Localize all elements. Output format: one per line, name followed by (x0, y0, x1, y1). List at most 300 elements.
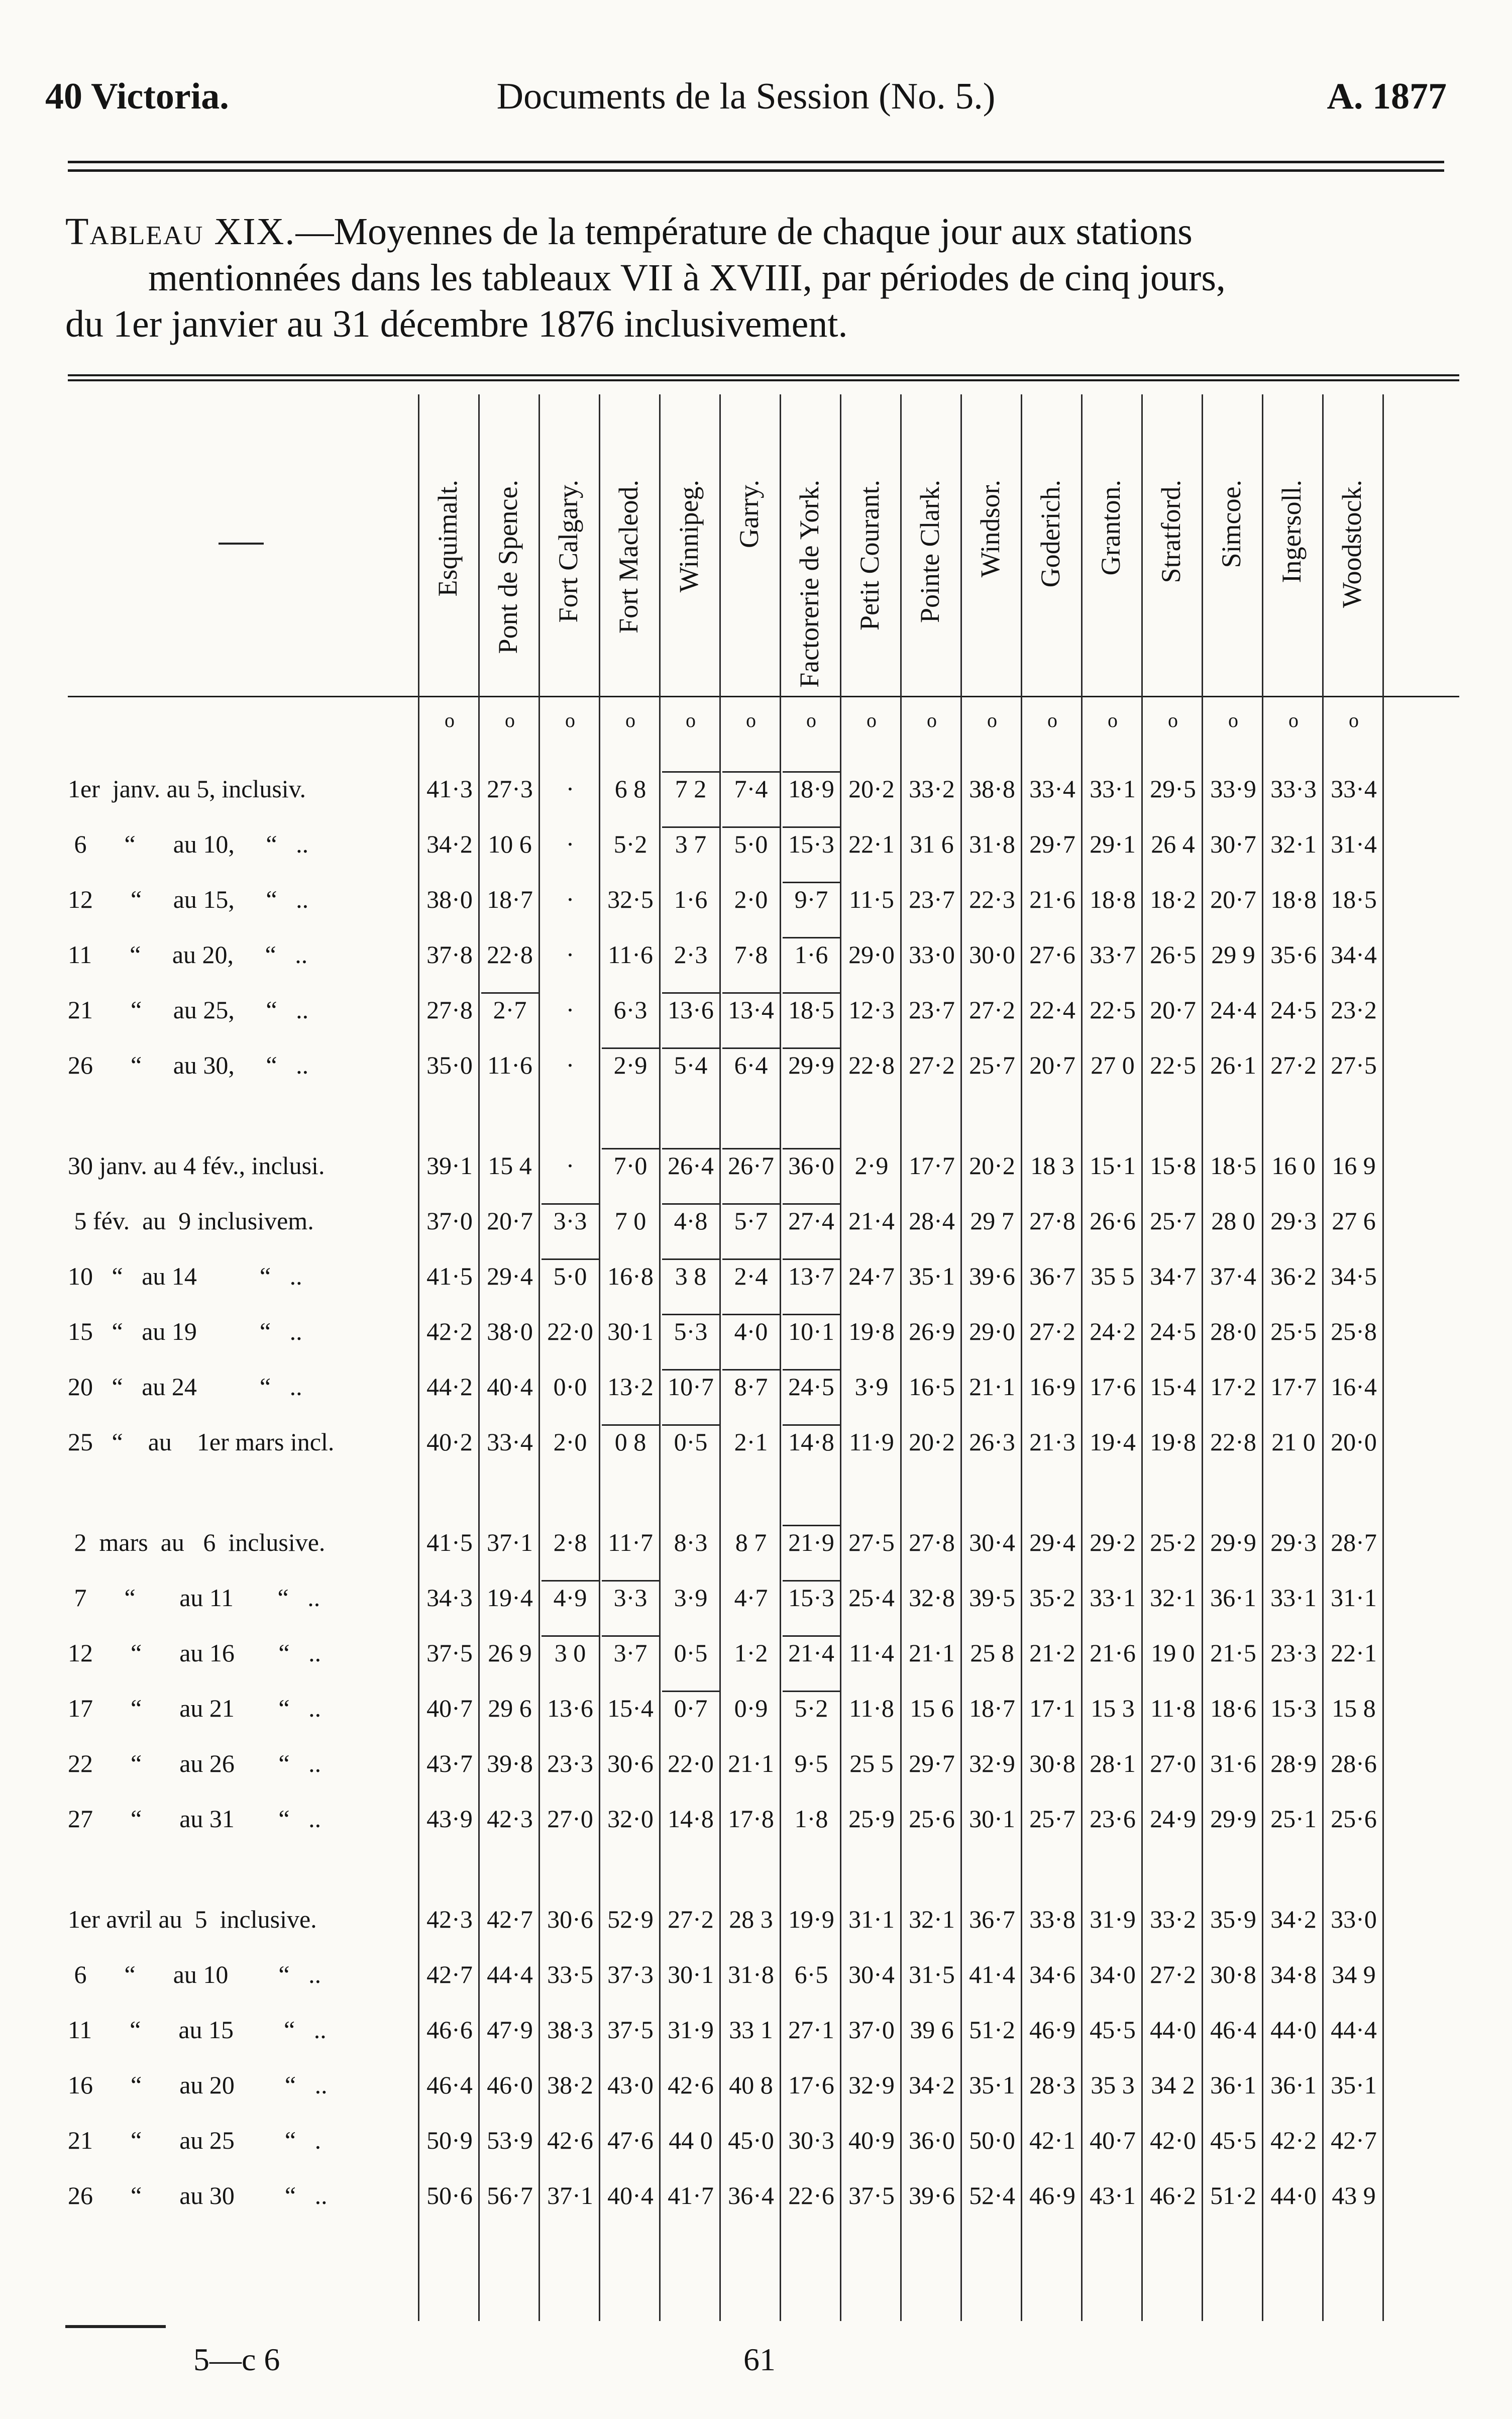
row-period-label: 2 mars au 6 inclusive. (68, 1528, 326, 1556)
station-name: Simcoe. (1216, 480, 1246, 568)
temperature-cell: 21·9 (783, 1525, 840, 1561)
row-period-label: 20 “ au 24 “ .. (68, 1373, 302, 1401)
temperature-cell: 45·0 (728, 2126, 774, 2154)
temperature-cell: 34·4 (1331, 940, 1377, 969)
temperature-cell: 18·8 (1270, 885, 1317, 913)
degree-symbol: o (565, 709, 575, 731)
temperature-cell: 18·2 (1150, 885, 1196, 913)
temperature-cell: 42·7 (1331, 2126, 1377, 2154)
temperature-cell: 12·3 (848, 996, 895, 1024)
temperature-cell: 25·6 (909, 1805, 955, 1833)
temperature-cell: 27·2 (668, 1905, 714, 1933)
temperature-cell: 33·9 (1210, 775, 1256, 803)
degree-symbol: o (746, 709, 756, 731)
station-name: Stratford. (1156, 480, 1186, 583)
temperature-cell: 23·3 (1270, 1639, 1317, 1667)
temperature-cell: 11·6 (608, 940, 653, 969)
temperature-cell: 29 7 (970, 1207, 1014, 1235)
temperature-cell: 24·9 (1150, 1805, 1196, 1833)
temperature-cell: 2·4 (722, 1258, 780, 1295)
temperature-cell: 27·3 (487, 775, 533, 803)
temperature-cell: 26·9 (909, 1317, 955, 1345)
temperature-cell: 43·9 (426, 1805, 473, 1833)
temperature-cell: · (566, 1051, 575, 1079)
temperature-cell: 28 0 (1211, 1207, 1255, 1235)
temperature-cell: 30·8 (1210, 1960, 1256, 1988)
temperature-cell: 43·0 (607, 2071, 654, 2099)
temperature-cell: 6·3 (613, 996, 647, 1024)
table-title-line-1: —Moyennes de la température de chaque jour aux stations (295, 211, 1193, 253)
temperature-cell: 38·8 (969, 775, 1015, 803)
temperature-cell: 46·9 (1029, 2016, 1075, 2044)
degree-symbol: o (445, 709, 455, 731)
temperature-cell: 17·7 (909, 1151, 955, 1180)
temperature-cell: 42·6 (547, 2126, 593, 2154)
temperature-cell: 28·0 (1210, 1317, 1256, 1345)
temperature-cell: 25·5 (1270, 1317, 1317, 1345)
temperature-cell: 30·4 (848, 1960, 895, 1988)
temperature-cell: 21·6 (1029, 885, 1075, 913)
temperature-cell: 1·8 (794, 1805, 828, 1833)
temperature-cell: 34·6 (1029, 1960, 1075, 1988)
temperature-cell: 31 6 (910, 830, 954, 858)
column-divider (1262, 394, 1263, 2321)
temperature-cell: 5·0 (722, 826, 780, 863)
header-year-regnal: 40 Victoria. (45, 76, 229, 117)
temperature-cell: 5·4 (662, 1047, 719, 1084)
column-divider (1081, 394, 1083, 2321)
temperature-cell: 32·1 (1150, 1584, 1196, 1612)
temperature-cell: 27 0 (1091, 1051, 1135, 1079)
temperature-cell: 15·3 (783, 1580, 840, 1617)
temperature-cell: 47·6 (607, 2126, 654, 2154)
temperature-cell: 6 8 (614, 775, 646, 803)
temperature-cell: 22·4 (1029, 996, 1075, 1024)
footer-signature: 5—c 6 (193, 2342, 280, 2377)
temperature-cell: 43·7 (426, 1749, 473, 1777)
temperature-cell: 32·8 (909, 1584, 955, 1612)
temperature-cell: 30·1 (668, 1960, 714, 1988)
temperature-cell: 28·4 (909, 1207, 955, 1235)
temperature-cell: 18·8 (1090, 885, 1136, 913)
temperature-cell: 46·9 (1029, 2181, 1075, 2210)
temperature-cell: 37·1 (547, 2181, 593, 2210)
temperature-cell: 24·5 (783, 1369, 840, 1406)
temperature-cell: 28·3 (1029, 2071, 1075, 2099)
temperature-cell: 27·4 (783, 1203, 840, 1240)
temperature-cell: 33·4 (1331, 775, 1377, 803)
temperature-cell: 44·0 (1270, 2181, 1317, 2210)
temperature-cell: 21·5 (1210, 1639, 1256, 1667)
temperature-cell: 33·5 (547, 1960, 593, 1988)
temperature-cell: 27·5 (848, 1528, 895, 1556)
temperature-cell: 42·2 (426, 1317, 473, 1345)
temperature-table (68, 374, 1459, 2324)
temperature-cell: 0 8 (602, 1424, 659, 1461)
temperature-cell: 30·3 (788, 2126, 834, 2154)
temperature-cell: 34·2 (1270, 1905, 1317, 1933)
table-title-line-2: mentionnées dans les tableaux VII à XVIII, par périodes de cinq jours, (148, 257, 1226, 299)
temperature-cell: 29·3 (1270, 1528, 1317, 1556)
station-name: Esquimalt. (433, 480, 463, 597)
temperature-cell: 32·1 (1270, 830, 1317, 858)
temperature-cell: 37·3 (607, 1960, 654, 1988)
temperature-cell: 31·5 (909, 1960, 955, 1988)
temperature-cell: 29·9 (1210, 1528, 1256, 1556)
temperature-cell: 2·0 (553, 1428, 587, 1456)
temperature-cell: 41·7 (668, 2181, 714, 2210)
row-period-label: 5 fév. au 9 inclusivem. (68, 1207, 314, 1235)
temperature-cell: 25·4 (848, 1584, 895, 1612)
temperature-cell: 18·5 (783, 992, 840, 1029)
temperature-cell: 19·4 (1090, 1428, 1136, 1456)
temperature-cell: 36·4 (728, 2181, 774, 2210)
column-divider (1382, 394, 1384, 2321)
temperature-cell: 31·9 (668, 2016, 714, 2044)
temperature-cell: 41·5 (426, 1262, 473, 1290)
temperature-cell: 34·5 (1331, 1262, 1377, 1290)
page-number: 61 (743, 2342, 776, 2377)
temperature-cell: 52·4 (969, 2181, 1015, 2210)
temperature-cell: 25·8 (1331, 1317, 1377, 1345)
temperature-cell: 26·3 (969, 1428, 1015, 1456)
temperature-cell: 7·8 (734, 940, 768, 969)
temperature-cell: 39·1 (426, 1151, 473, 1180)
temperature-cell: 38·0 (487, 1317, 533, 1345)
temperature-cell: 46·0 (487, 2071, 533, 2099)
column-divider (659, 394, 661, 2321)
temperature-cell: 45·5 (1210, 2126, 1256, 2154)
temperature-cell: 11·4 (849, 1639, 894, 1667)
temperature-cell: 36·7 (969, 1905, 1015, 1933)
temperature-cell: 7 0 (614, 1207, 646, 1235)
temperature-cell: 36·2 (1270, 1262, 1317, 1290)
temperature-cell: 36·0 (909, 2126, 955, 2154)
temperature-cell: 37·5 (848, 2181, 895, 2210)
temperature-cell: 18·7 (969, 1694, 1015, 1722)
corner-dash (219, 543, 264, 545)
degree-symbol: o (1288, 709, 1299, 731)
temperature-cell: 37·0 (848, 2016, 895, 2044)
temperature-cell: 51·2 (1210, 2181, 1256, 2210)
temperature-cell: 3·9 (854, 1373, 889, 1401)
temperature-cell: 30·4 (969, 1528, 1015, 1556)
temperature-cell: 21·6 (1090, 1639, 1136, 1667)
temperature-cell: 25·7 (1029, 1805, 1075, 1833)
degree-symbol: o (1228, 709, 1238, 731)
temperature-cell: 26·6 (1090, 1207, 1136, 1235)
station-name: Fort Macleod. (613, 480, 643, 634)
temperature-cell: 40 8 (729, 2071, 773, 2099)
temperature-cell: 20·7 (1029, 1051, 1075, 1079)
temperature-cell: 35·0 (426, 1051, 473, 1079)
temperature-cell: 21·1 (969, 1373, 1015, 1401)
temperature-cell: 17·6 (1090, 1373, 1136, 1401)
column-divider (599, 394, 600, 2321)
temperature-cell: 35·2 (1029, 1584, 1075, 1612)
temperature-cell: 27·2 (909, 1051, 955, 1079)
row-period-label: 6 “ au 10 “ .. (68, 1960, 321, 1988)
temperature-cell: 4·9 (542, 1580, 599, 1617)
temperature-cell: 15·3 (1270, 1694, 1317, 1722)
row-period-label: 17 “ au 21 “ .. (68, 1694, 321, 1722)
temperature-cell: 36·1 (1210, 2071, 1256, 2099)
temperature-cell: 20·2 (848, 775, 895, 803)
temperature-cell: 34·7 (1150, 1262, 1196, 1290)
temperature-cell: 37·8 (426, 940, 473, 969)
temperature-cell: 53·9 (487, 2126, 533, 2154)
temperature-cell: 11·7 (608, 1528, 653, 1556)
temperature-cell: 27·2 (969, 996, 1015, 1024)
temperature-cell: 35·1 (1331, 2071, 1377, 2099)
temperature-cell: 29·4 (487, 1262, 533, 1290)
temperature-cell: 33·4 (1029, 775, 1075, 803)
temperature-cell: 15·1 (1090, 1151, 1136, 1180)
temperature-cell: 30·6 (547, 1905, 593, 1933)
temperature-cell: 33·8 (1029, 1905, 1075, 1933)
temperature-cell: 39·6 (909, 2181, 955, 2210)
temperature-cell: 25·1 (1270, 1805, 1317, 1833)
temperature-cell: 11·5 (849, 885, 894, 913)
temperature-cell: 44·4 (487, 1960, 533, 1988)
temperature-cell: 26·7 (722, 1148, 780, 1185)
temperature-cell: 33·2 (909, 775, 955, 803)
temperature-cell: 28·9 (1270, 1749, 1317, 1777)
temperature-cell: 40·4 (487, 1373, 533, 1401)
temperature-cell: 35 5 (1091, 1262, 1135, 1290)
temperature-cell: 13·4 (722, 992, 780, 1029)
temperature-cell: 29·3 (1270, 1207, 1317, 1235)
row-period-label: 11 “ au 20, “ .. (68, 940, 308, 969)
column-divider (780, 394, 781, 2321)
temperature-cell: 7·0 (602, 1148, 659, 1185)
temperature-cell: 40·9 (848, 2126, 895, 2154)
temperature-cell: 10 6 (488, 830, 532, 858)
temperature-cell: 10·1 (783, 1314, 840, 1350)
temperature-cell: 46·4 (426, 2071, 473, 2099)
temperature-cell: 42·3 (487, 1805, 533, 1833)
temperature-cell: 11·9 (849, 1428, 894, 1456)
temperature-cell: · (566, 885, 575, 913)
temperature-cell: 29·9 (783, 1047, 840, 1084)
temperature-cell: 43 9 (1332, 2181, 1376, 2210)
temperature-cell: 11·8 (1150, 1694, 1196, 1722)
temperature-cell: 35·1 (909, 1262, 955, 1290)
station-name: Windsor. (975, 480, 1005, 578)
temperature-cell: 20·7 (1210, 885, 1256, 913)
temperature-cell: 32·5 (607, 885, 654, 913)
degree-symbol: o (927, 709, 937, 731)
temperature-cell: 30·1 (969, 1805, 1015, 1833)
station-name: Goderich. (1035, 480, 1065, 588)
temperature-cell: 51·2 (969, 2016, 1015, 2044)
header-rule-top (68, 161, 1444, 163)
temperature-cell: 30·8 (1029, 1749, 1075, 1777)
row-period-label: 26 “ au 30 “ .. (68, 2181, 328, 2210)
row-period-label: 27 “ au 31 “ .. (68, 1805, 321, 1833)
temperature-cell: 15 4 (488, 1151, 532, 1180)
temperature-cell: 42·7 (426, 1960, 473, 1988)
temperature-cell: 22·8 (1210, 1428, 1256, 1456)
station-name: Pointe Clark. (915, 480, 945, 623)
temperature-cell: 5·0 (542, 1258, 599, 1295)
temperature-cell: 31·9 (1090, 1905, 1136, 1933)
temperature-cell: 26·5 (1150, 940, 1196, 969)
temperature-cell: 46·4 (1210, 2016, 1256, 2044)
temperature-cell: 29·9 (1210, 1805, 1256, 1833)
temperature-cell: 21·2 (1029, 1639, 1075, 1667)
column-divider (960, 394, 962, 2321)
temperature-cell: 24·5 (1270, 996, 1317, 1024)
temperature-cell: 16 0 (1271, 1151, 1316, 1180)
temperature-cell: 33·0 (1331, 1905, 1377, 1933)
degree-symbol: o (625, 709, 635, 731)
temperature-cell: 34·0 (1090, 1960, 1136, 1988)
temperature-cell: 29·1 (1090, 830, 1136, 858)
temperature-cell: · (566, 940, 575, 969)
temperature-cell: 27·1 (788, 2016, 834, 2044)
temperature-cell: 26·1 (1210, 1051, 1256, 1079)
temperature-cell: 13·6 (547, 1694, 593, 1722)
row-period-label: 11 “ au 15 “ .. (68, 2016, 327, 2044)
column-divider (1322, 394, 1324, 2321)
temperature-cell: 37·5 (426, 1639, 473, 1667)
temperature-cell: 18·6 (1210, 1694, 1256, 1722)
temperature-cell: 17·8 (728, 1805, 774, 1833)
temperature-cell: 6·5 (794, 1960, 828, 1988)
temperature-cell: 27·0 (547, 1805, 593, 1833)
temperature-cell: 13·7 (783, 1258, 840, 1295)
temperature-cell: 2·3 (674, 940, 708, 969)
temperature-cell: 26·4 (662, 1148, 719, 1185)
temperature-cell: 30·7 (1210, 830, 1256, 858)
temperature-cell: 19·8 (1150, 1428, 1196, 1456)
temperature-cell: 27·5 (1331, 1051, 1377, 1079)
temperature-cell: 10·7 (662, 1369, 719, 1406)
temperature-cell: 28·1 (1090, 1749, 1136, 1777)
temperature-cell: 3 0 (542, 1635, 599, 1672)
temperature-cell: 2·7 (481, 992, 538, 1029)
temperature-cell: 22·5 (1150, 1051, 1196, 1079)
temperature-cell: 29·7 (909, 1749, 955, 1777)
temperature-cell: 19·8 (848, 1317, 895, 1345)
temperature-cell: 39 6 (910, 2016, 954, 2044)
temperature-cell: 11·6 (487, 1051, 532, 1079)
temperature-cell: 18·9 (783, 771, 840, 808)
temperature-cell: 38·0 (426, 885, 473, 913)
temperature-cell: 30·1 (607, 1317, 654, 1345)
temperature-cell: 31·8 (728, 1960, 774, 1988)
temperature-cell: 52·9 (607, 1905, 654, 1933)
degree-symbol: o (686, 709, 696, 731)
temperature-cell: 29·0 (848, 940, 895, 969)
temperature-cell: 4·0 (722, 1314, 780, 1350)
temperature-cell: 42·6 (668, 2071, 714, 2099)
temperature-cell: 37·4 (1210, 1262, 1256, 1290)
column-divider (719, 394, 721, 2321)
temperature-cell: 29 9 (1211, 940, 1255, 969)
temperature-cell: 35·1 (969, 2071, 1015, 2099)
row-period-label: 7 “ au 11 “ .. (68, 1584, 320, 1612)
temperature-cell: 19·9 (788, 1905, 834, 1933)
temperature-cell: 29·5 (1150, 775, 1196, 803)
temperature-cell: 33·3 (1270, 775, 1317, 803)
temperature-cell: 25 5 (849, 1749, 894, 1777)
temperature-cell: 24·5 (1150, 1317, 1196, 1345)
temperature-cell: 46·2 (1150, 2181, 1196, 2210)
temperature-cell: 16·8 (607, 1262, 654, 1290)
temperature-cell: 28 3 (729, 1905, 773, 1933)
temperature-cell: 16·9 (1029, 1373, 1075, 1401)
row-period-label: 10 “ au 14 “ .. (68, 1262, 302, 1290)
temperature-cell: 0·9 (734, 1694, 768, 1722)
temperature-cell: 32·1 (909, 1905, 955, 1933)
temperature-cell: · (566, 996, 575, 1024)
temperature-cell: 23·3 (547, 1749, 593, 1777)
temperature-cell: 21·4 (783, 1635, 840, 1672)
temperature-cell: 34·3 (426, 1584, 473, 1612)
temperature-cell: 31·1 (1331, 1584, 1377, 1612)
table-title-label: Tableau XIX. (65, 211, 296, 253)
temperature-cell: 7 2 (662, 771, 719, 808)
temperature-cell: 39·6 (969, 1262, 1015, 1290)
temperature-cell: 27·6 (1029, 940, 1075, 969)
temperature-cell: 2·0 (734, 885, 768, 913)
temperature-cell: 15·4 (607, 1694, 654, 1722)
temperature-cell: 20·0 (1331, 1428, 1377, 1456)
temperature-cell: 23·6 (1090, 1805, 1136, 1833)
temperature-cell: 0·7 (662, 1691, 719, 1727)
temperature-cell: 14·8 (668, 1805, 714, 1833)
temperature-cell: 39·5 (969, 1584, 1015, 1612)
temperature-cell: 3·3 (602, 1580, 659, 1617)
temperature-cell: 27 6 (1332, 1207, 1376, 1235)
temperature-cell: 56·7 (487, 2181, 533, 2210)
temperature-cell: 23·7 (909, 996, 955, 1024)
row-period-label: 12 “ au 16 “ .. (68, 1639, 321, 1667)
station-name: Garry. (734, 480, 764, 548)
temperature-cell: 15 8 (1332, 1694, 1376, 1722)
header-rule-bottom (68, 169, 1444, 172)
temperature-cell: 3 8 (662, 1258, 719, 1295)
temperature-cell: 33·7 (1090, 940, 1136, 969)
temperature-cell: 21·1 (728, 1749, 774, 1777)
running-header (45, 75, 1447, 126)
temperature-cell: 3 7 (662, 826, 719, 863)
temperature-cell: 21·3 (1029, 1428, 1075, 1456)
temperature-cell: 13·6 (662, 992, 719, 1029)
station-name: Ingersoll. (1276, 480, 1307, 583)
header-document-title: Documents de la Session (No. 5.) (496, 76, 996, 117)
temperature-cell: 4·7 (734, 1584, 768, 1612)
temperature-cell: 34·2 (909, 2071, 955, 2099)
temperature-cell: 33·1 (1090, 775, 1136, 803)
temperature-cell: 33·2 (1150, 1905, 1196, 1933)
station-name: Fort Calgary. (553, 480, 583, 623)
temperature-cell: 22·0 (547, 1317, 593, 1345)
temperature-cell: 17·6 (788, 2071, 834, 2099)
temperature-cell: 5·3 (662, 1314, 719, 1350)
temperature-cell: 15 6 (910, 1694, 954, 1722)
row-period-label: 1er avril au 5 inclusive. (68, 1905, 317, 1933)
temperature-cell: 19·4 (487, 1584, 533, 1612)
temperature-cell: 19 0 (1151, 1639, 1195, 1667)
temperature-cell: 26 4 (1151, 830, 1195, 858)
row-period-label: 12 “ au 15, “ .. (68, 885, 309, 913)
temperature-cell: 29 6 (488, 1694, 532, 1722)
degree-symbol: o (505, 709, 515, 731)
temperature-cell: 36·1 (1210, 1584, 1256, 1612)
